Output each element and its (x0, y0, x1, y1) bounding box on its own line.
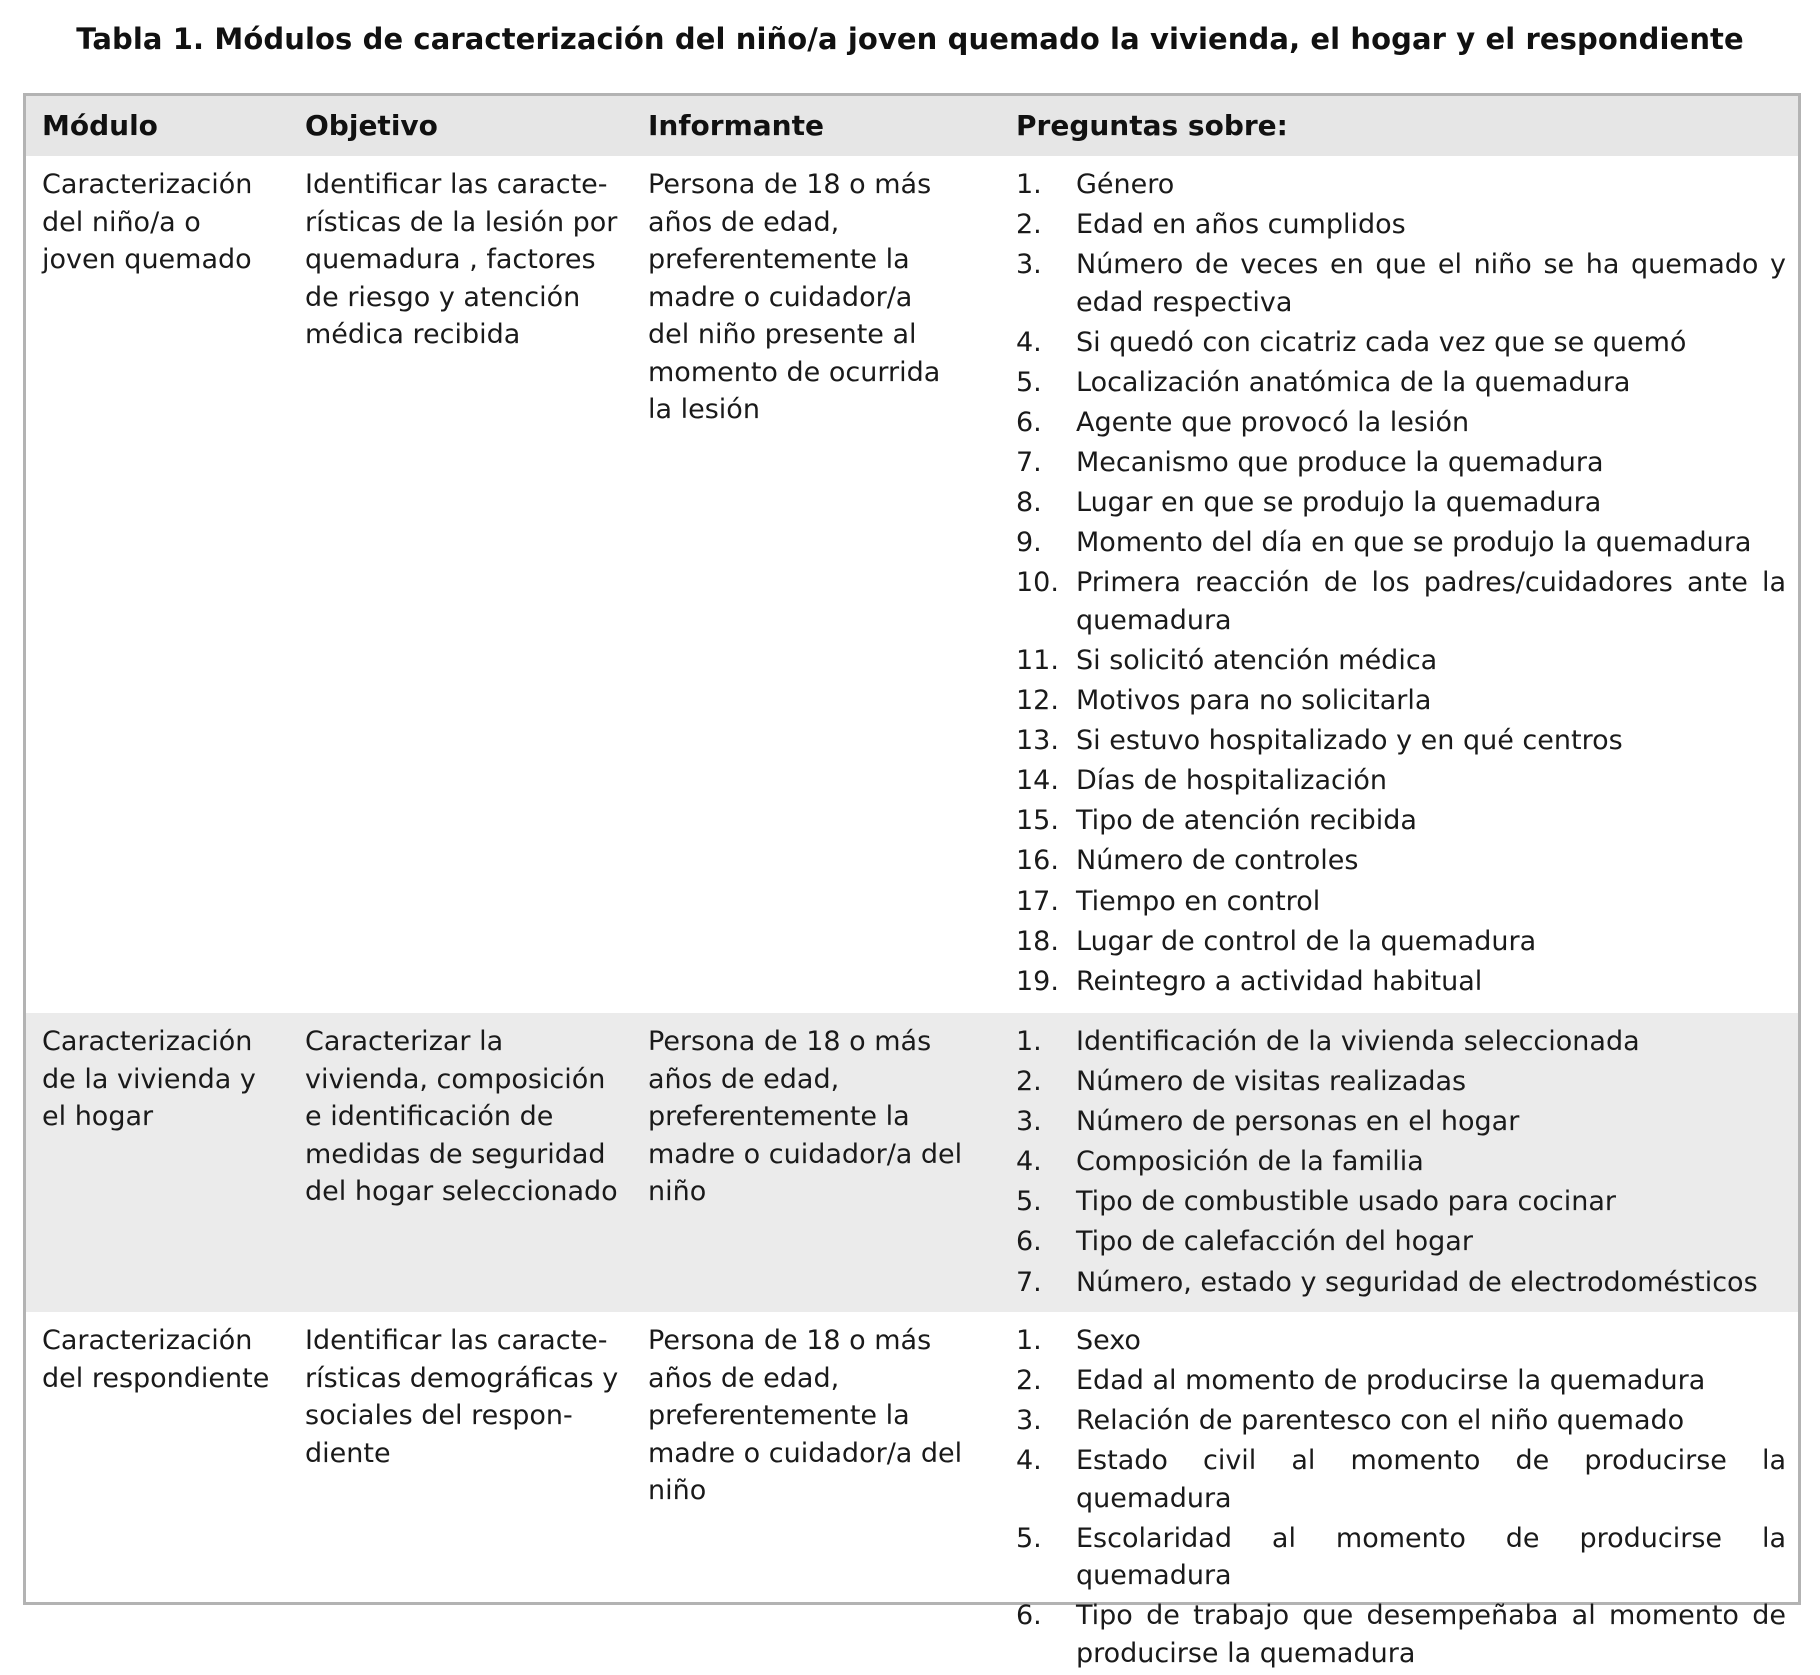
modulo-cell: Caracterización del respondiente (42, 1325, 270, 1394)
question-item (1016, 444, 1786, 482)
question-item (1016, 1402, 1786, 1440)
question-text: Días de hospitalización (1076, 765, 1387, 797)
question-item (1016, 166, 1786, 204)
question-text: Número, estado y seguridad de electrodomésticos (1076, 1266, 1758, 1298)
question-item (1016, 1442, 1786, 1517)
question-text: Primera reacción de los padres/cuidadores ante la quemadura (1076, 567, 1786, 636)
question-text: Número de visitas realizadas (1076, 1066, 1467, 1098)
question-number: 2. (1016, 1365, 1042, 1397)
question-text: Tipo de combustible usado para cocinar (1076, 1186, 1616, 1218)
modules-table (23, 93, 1801, 1669)
question-item (1016, 324, 1786, 362)
question-number: 18. (1016, 925, 1059, 957)
objetivo-cell: Identificar las caracte- rísticas demográficas y sociales del respon- diente (305, 1325, 619, 1469)
question-number: 5. (1016, 1186, 1042, 1218)
question-text: Número de controles (1076, 845, 1359, 877)
question-text: Edad en años cumplidos (1076, 209, 1406, 241)
question-item (1016, 1143, 1786, 1181)
header-modulo: Módulo (42, 109, 158, 142)
question-list (1016, 1023, 1786, 1301)
header-objetivo: Objetivo (305, 109, 438, 142)
question-item (1016, 404, 1786, 442)
question-text: Relación de parentesco con el niño quemado (1076, 1405, 1685, 1437)
question-item (1016, 923, 1786, 961)
question-text: Momento del día en que se produjo la quemadura (1076, 527, 1752, 559)
question-number: 3. (1016, 1106, 1042, 1138)
question-text: Número de personas en el hogar (1076, 1106, 1520, 1138)
question-item (1016, 1223, 1786, 1261)
question-item (1016, 564, 1786, 639)
question-item (1016, 722, 1786, 760)
question-list (1016, 1322, 1786, 1672)
header-preguntas: Preguntas sobre: (1016, 109, 1288, 142)
question-text: Tipo de atención recibida (1076, 805, 1417, 837)
question-item (1016, 682, 1786, 720)
question-number: 16. (1016, 845, 1059, 877)
question-number: 2. (1016, 1066, 1042, 1098)
question-number: 1. (1016, 1026, 1042, 1057)
question-text: Reintegro a actividad habitual (1076, 965, 1483, 997)
question-text: Número de veces en que el niño se ha quemado y edad respectiva (1076, 249, 1786, 318)
question-text: Si estuvo hospitalizado y en qué centros (1076, 725, 1623, 757)
preguntas-cell (1016, 166, 1786, 1003)
question-text: Mecanismo que produce la quemadura (1076, 447, 1604, 479)
question-number: 6. (1016, 1226, 1042, 1258)
question-text: Tiempo en control (1076, 885, 1321, 917)
question-item (1016, 1520, 1786, 1595)
question-text: Agente que provocó la lesión (1076, 406, 1470, 438)
question-item (1016, 206, 1786, 244)
question-item (1016, 642, 1786, 680)
question-number: 17. (1016, 885, 1059, 917)
question-number: 5. (1016, 366, 1042, 398)
preguntas-cell (1016, 1023, 1786, 1304)
question-number: 13. (1016, 725, 1059, 757)
preguntas-cell (1016, 1322, 1786, 1675)
table-title: Tabla 1. Módulos de caracterización del niño/a joven quemado la vivienda, el hogar y el respondiente (76, 22, 1744, 56)
question-number: 12. (1016, 685, 1059, 717)
question-number: 14. (1016, 765, 1059, 797)
header-informante: Informante (648, 109, 824, 142)
question-text: Identificación de la vivienda seleccionada (1076, 1026, 1640, 1057)
informante-cell: Persona de 18 o más años de edad, preferentemente la madre o cuidador/a del niño (648, 1325, 963, 1506)
question-item (1016, 484, 1786, 522)
question-number: 10. (1016, 567, 1059, 599)
question-item (1016, 524, 1786, 562)
table-row (26, 1312, 1798, 1669)
question-text: Estado civil al momento de producirse la quemadura (1076, 1445, 1786, 1514)
question-text: Composición de la familia (1076, 1146, 1424, 1178)
question-number: 3. (1016, 249, 1042, 281)
question-item (1016, 963, 1786, 1001)
question-text: Tipo de calefacción del hogar (1076, 1226, 1473, 1258)
question-number: 4. (1016, 326, 1042, 358)
question-text: Localización anatómica de la quemadura (1076, 366, 1631, 398)
question-item (1016, 1023, 1786, 1061)
question-number: 3. (1016, 1405, 1042, 1437)
objetivo-cell: Identificar las caracte- rísticas de la lesión por quemadura , factores de riesgo y atención médica recibida (305, 169, 618, 350)
question-item (1016, 802, 1786, 840)
question-number: 1. (1016, 1325, 1042, 1356)
question-number: 5. (1016, 1522, 1042, 1554)
question-number: 4. (1016, 1445, 1042, 1477)
question-text: Edad al momento de producirse la quemadura (1076, 1365, 1706, 1397)
objetivo-cell: Caracterizar la vivienda, composición e identificación de medidas de seguridad del hogar seleccionado (305, 1026, 618, 1207)
question-number: 2. (1016, 209, 1042, 241)
question-item (1016, 842, 1786, 880)
question-number: 15. (1016, 805, 1059, 837)
question-item (1016, 1264, 1786, 1302)
question-number: 1. (1016, 169, 1042, 200)
question-item (1016, 1063, 1786, 1101)
modulo-cell: Caracterización del niño/a o joven quemado (42, 169, 253, 275)
question-number: 19. (1016, 965, 1059, 997)
question-text: Género (1076, 169, 1175, 200)
question-item (1016, 1322, 1786, 1360)
question-item (1016, 1362, 1786, 1400)
question-number: 9. (1016, 527, 1042, 559)
question-item (1016, 762, 1786, 800)
question-list (1016, 166, 1786, 1000)
question-item (1016, 364, 1786, 402)
question-item (1016, 1103, 1786, 1141)
question-number: 8. (1016, 487, 1042, 519)
question-item (1016, 1597, 1786, 1672)
question-text: Si solicitó atención médica (1076, 644, 1438, 676)
question-number: 4. (1016, 1146, 1042, 1178)
informante-cell: Persona de 18 o más años de edad, preferentemente la madre o cuidador/a del niño (648, 1026, 963, 1207)
question-number: 11. (1016, 644, 1059, 676)
question-item (1016, 246, 1786, 321)
question-text: Escolaridad al momento de producirse la quemadura (1076, 1522, 1786, 1592)
question-item (1016, 883, 1786, 921)
question-text: Motivos para no solicitarla (1076, 685, 1432, 717)
question-text: Lugar en que se produjo la quemadura (1076, 487, 1602, 519)
question-number: 7. (1016, 1266, 1042, 1298)
question-number: 6. (1016, 1600, 1042, 1632)
question-number: 7. (1016, 447, 1042, 479)
question-text: Lugar de control de la quemadura (1076, 925, 1537, 957)
modulo-cell: Caracterización de la vivienda y el hogar (42, 1026, 256, 1132)
table-row (26, 156, 1798, 1013)
question-text: Sexo (1076, 1325, 1141, 1356)
question-text: Si quedó con cicatriz cada vez que se quemó (1076, 326, 1687, 358)
informante-cell: Persona de 18 o más años de edad, preferentemente la madre o cuidador/a del niño presente al momento de ocurrida la lesión (648, 169, 941, 425)
question-item (1016, 1183, 1786, 1221)
table-row (26, 1013, 1798, 1312)
question-text: Tipo de trabajo que desempeñaba al momento de producirse la quemadura (1076, 1600, 1786, 1669)
table-header-row (26, 96, 1798, 156)
question-number: 6. (1016, 406, 1042, 438)
